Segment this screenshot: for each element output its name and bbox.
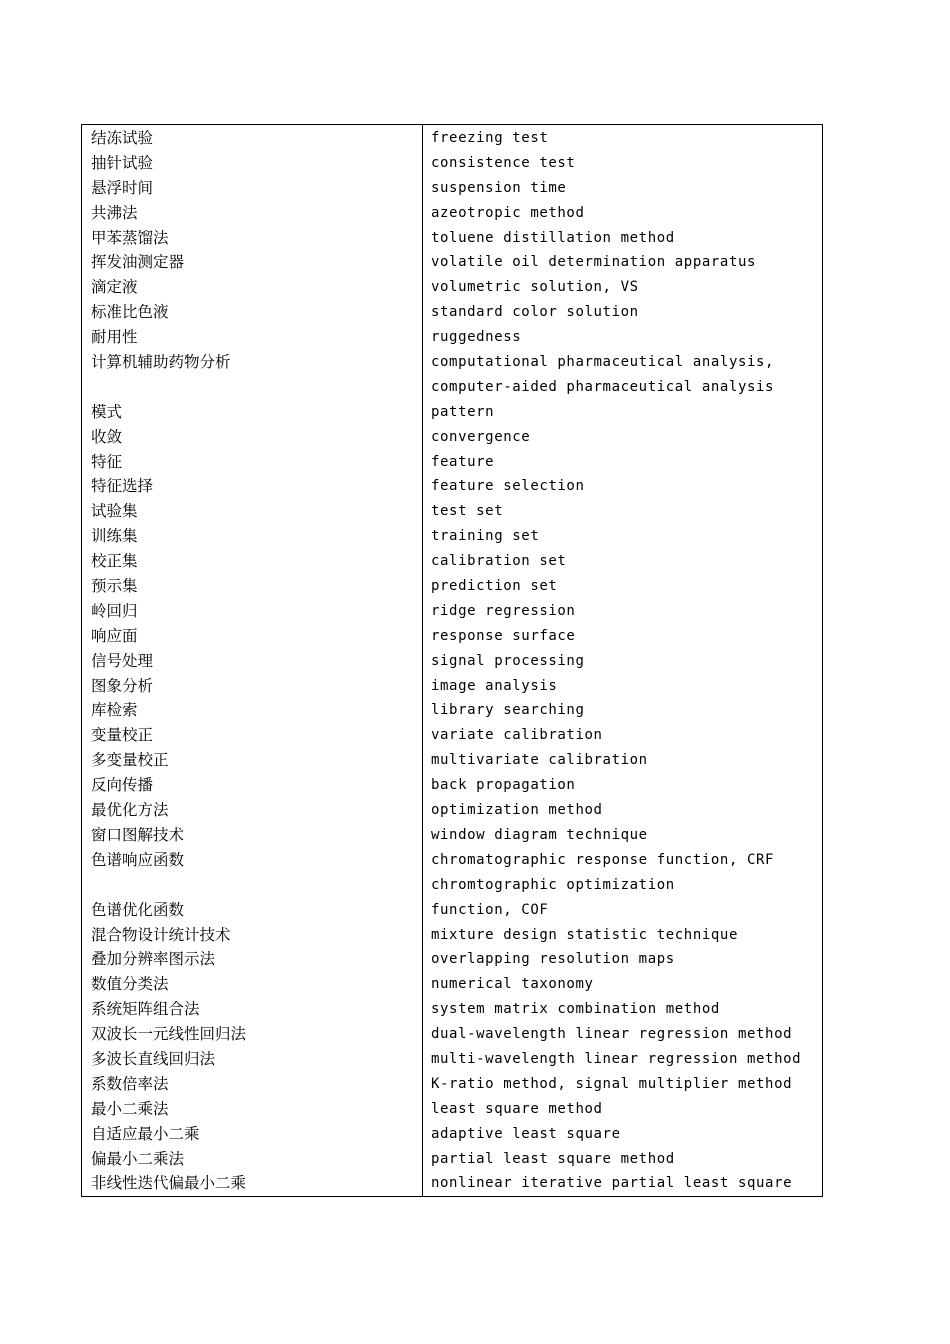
chinese-term: 特征选择	[91, 477, 154, 496]
english-term: azeotropic method	[431, 204, 585, 221]
chinese-term: 试验集	[91, 502, 138, 521]
english-term: toluene distillation method	[431, 229, 675, 246]
chinese-term: 多变量校正	[91, 751, 169, 770]
chinese-term: 抽针试验	[91, 153, 154, 172]
glossary-table	[81, 124, 823, 1197]
chinese-term: 结冻试验	[91, 129, 154, 147]
table-row	[82, 425, 822, 450]
english-term: consistence test	[431, 154, 576, 171]
english-term: calibration set	[431, 553, 567, 570]
english-term: test set	[431, 503, 504, 520]
table-row	[82, 972, 822, 997]
english-term: least square method	[431, 1100, 603, 1117]
chinese-term: 信号处理	[91, 651, 154, 670]
chinese-term: 收敛	[91, 427, 123, 446]
english-term: mixture design statistic technique	[431, 926, 738, 943]
english-term: multivariate calibration	[431, 752, 648, 769]
chinese-term: 岭回归	[91, 601, 138, 620]
chinese-term: 色谱响应函数	[91, 850, 185, 869]
table-row	[82, 624, 822, 649]
english-term: function, COF	[431, 901, 549, 918]
table-row	[82, 226, 822, 251]
table-row	[82, 723, 822, 748]
english-term: partial least square method	[431, 1150, 675, 1167]
english-term: optimization method	[431, 802, 603, 819]
table-row	[82, 1072, 822, 1097]
english-term: back propagation	[431, 777, 576, 794]
table-row	[82, 474, 822, 499]
english-term: numerical taxonomy	[431, 976, 594, 993]
english-term: standard color solution	[431, 304, 639, 321]
chinese-term: 叠加分辨率图示法	[91, 950, 216, 969]
english-term: variate calibration	[431, 727, 603, 744]
table-row	[82, 574, 822, 599]
chinese-term: 甲苯蒸馏法	[91, 228, 169, 247]
english-term: response surface	[431, 627, 576, 644]
table-row	[82, 201, 822, 226]
english-term: ruggedness	[431, 329, 522, 346]
chinese-term: 变量校正	[91, 726, 154, 745]
chinese-term: 双波长一元线性回归法	[91, 1025, 247, 1044]
chinese-term: 混合物设计统计技术	[91, 925, 231, 944]
chinese-term: 训练集	[91, 527, 138, 546]
chinese-term: 非线性迭代偏最小二乘	[91, 1174, 247, 1193]
chinese-term: 窗口图解技术	[91, 825, 185, 844]
table-row	[82, 947, 822, 972]
english-term: K-ratio method, signal multiplier method	[431, 1075, 793, 1092]
chinese-term: 标准比色液	[91, 303, 169, 322]
chinese-term	[82, 873, 422, 898]
table-row	[82, 1047, 822, 1072]
table-row	[82, 873, 822, 898]
table-row	[82, 1147, 822, 1172]
table-row	[82, 1097, 822, 1122]
table-row	[82, 300, 822, 325]
table-row	[82, 176, 822, 201]
chinese-term: 图象分析	[91, 676, 154, 695]
table-row	[82, 325, 822, 350]
english-term: chromtographic optimization	[431, 876, 675, 893]
table-row	[82, 923, 822, 948]
chinese-term: 反向传播	[91, 776, 154, 795]
chinese-term: 多波长直线回归法	[91, 1049, 216, 1068]
english-term: chromatographic response function, CRF	[431, 851, 775, 868]
chinese-term: 偏最小二乘法	[91, 1149, 185, 1168]
english-term: ridge regression	[431, 602, 576, 619]
table-row	[82, 275, 822, 300]
chinese-term: 特征	[91, 452, 123, 471]
english-term: computational pharmaceutical analysis,	[431, 354, 775, 371]
chinese-term: 自适应最小二乘	[91, 1124, 200, 1143]
table-row	[82, 151, 822, 176]
chinese-term: 滴定液	[91, 278, 138, 297]
english-term: feature	[431, 453, 495, 470]
table-row	[82, 798, 822, 823]
chinese-term	[82, 375, 422, 400]
table-row	[82, 649, 822, 674]
english-term: volumetric solution, VS	[431, 279, 639, 296]
chinese-term: 模式	[91, 402, 123, 421]
table-row	[82, 499, 822, 524]
table-row	[82, 350, 822, 375]
english-term: signal processing	[431, 652, 585, 669]
english-term: suspension time	[431, 179, 567, 196]
chinese-term: 最小二乘法	[91, 1099, 169, 1118]
chinese-term: 色谱优化函数	[91, 900, 185, 919]
table-row	[82, 773, 822, 798]
table-row	[82, 549, 822, 574]
table-row	[82, 1171, 822, 1196]
english-term: multi-wavelength linear regression method	[431, 1050, 802, 1067]
english-term: window diagram technique	[431, 826, 648, 843]
english-term: nonlinear iterative partial least square	[431, 1175, 793, 1192]
table-row	[82, 997, 822, 1022]
table-row	[82, 748, 822, 773]
english-term: computer-aided pharmaceutical analysis	[431, 378, 775, 395]
english-term: feature selection	[431, 478, 585, 495]
table-row	[82, 698, 822, 723]
english-term: freezing test	[431, 130, 549, 146]
english-term: image analysis	[431, 677, 558, 694]
chinese-term: 悬浮时间	[91, 178, 154, 197]
chinese-term: 响应面	[91, 626, 138, 645]
chinese-term: 共沸法	[91, 203, 138, 222]
table-row	[82, 898, 822, 923]
chinese-term: 系统矩阵组合法	[91, 1000, 200, 1019]
chinese-term: 挥发油测定器	[91, 253, 185, 272]
chinese-term: 数值分类法	[91, 975, 169, 994]
chinese-term: 校正集	[91, 552, 138, 571]
table-row	[82, 375, 822, 400]
table-row	[82, 674, 822, 699]
chinese-term: 耐用性	[91, 328, 138, 347]
chinese-term: 预示集	[91, 577, 138, 596]
chinese-term: 最优化方法	[91, 801, 169, 820]
english-term: prediction set	[431, 578, 558, 595]
table-row	[82, 126, 822, 151]
english-term: overlapping resolution maps	[431, 951, 675, 968]
english-term: training set	[431, 528, 540, 545]
table-row	[82, 823, 822, 848]
english-term: convergence	[431, 428, 531, 445]
table-row	[82, 450, 822, 475]
english-term: volatile oil determination apparatus	[431, 254, 757, 271]
table-row	[82, 250, 822, 275]
english-term: pattern	[431, 403, 495, 420]
english-term: system matrix combination method	[431, 1001, 720, 1018]
table-row	[82, 400, 822, 425]
table-row	[82, 599, 822, 624]
table-row	[82, 524, 822, 549]
chinese-term: 系数倍率法	[91, 1074, 169, 1093]
table-row	[82, 1122, 822, 1147]
table-row	[82, 1022, 822, 1047]
english-term: library searching	[431, 702, 585, 719]
chinese-term: 计算机辅助药物分析	[91, 353, 231, 372]
english-term: adaptive least square	[431, 1125, 621, 1142]
chinese-term: 库检索	[91, 701, 138, 720]
english-term: dual-wavelength linear regression method	[431, 1026, 793, 1043]
table-row	[82, 848, 822, 873]
